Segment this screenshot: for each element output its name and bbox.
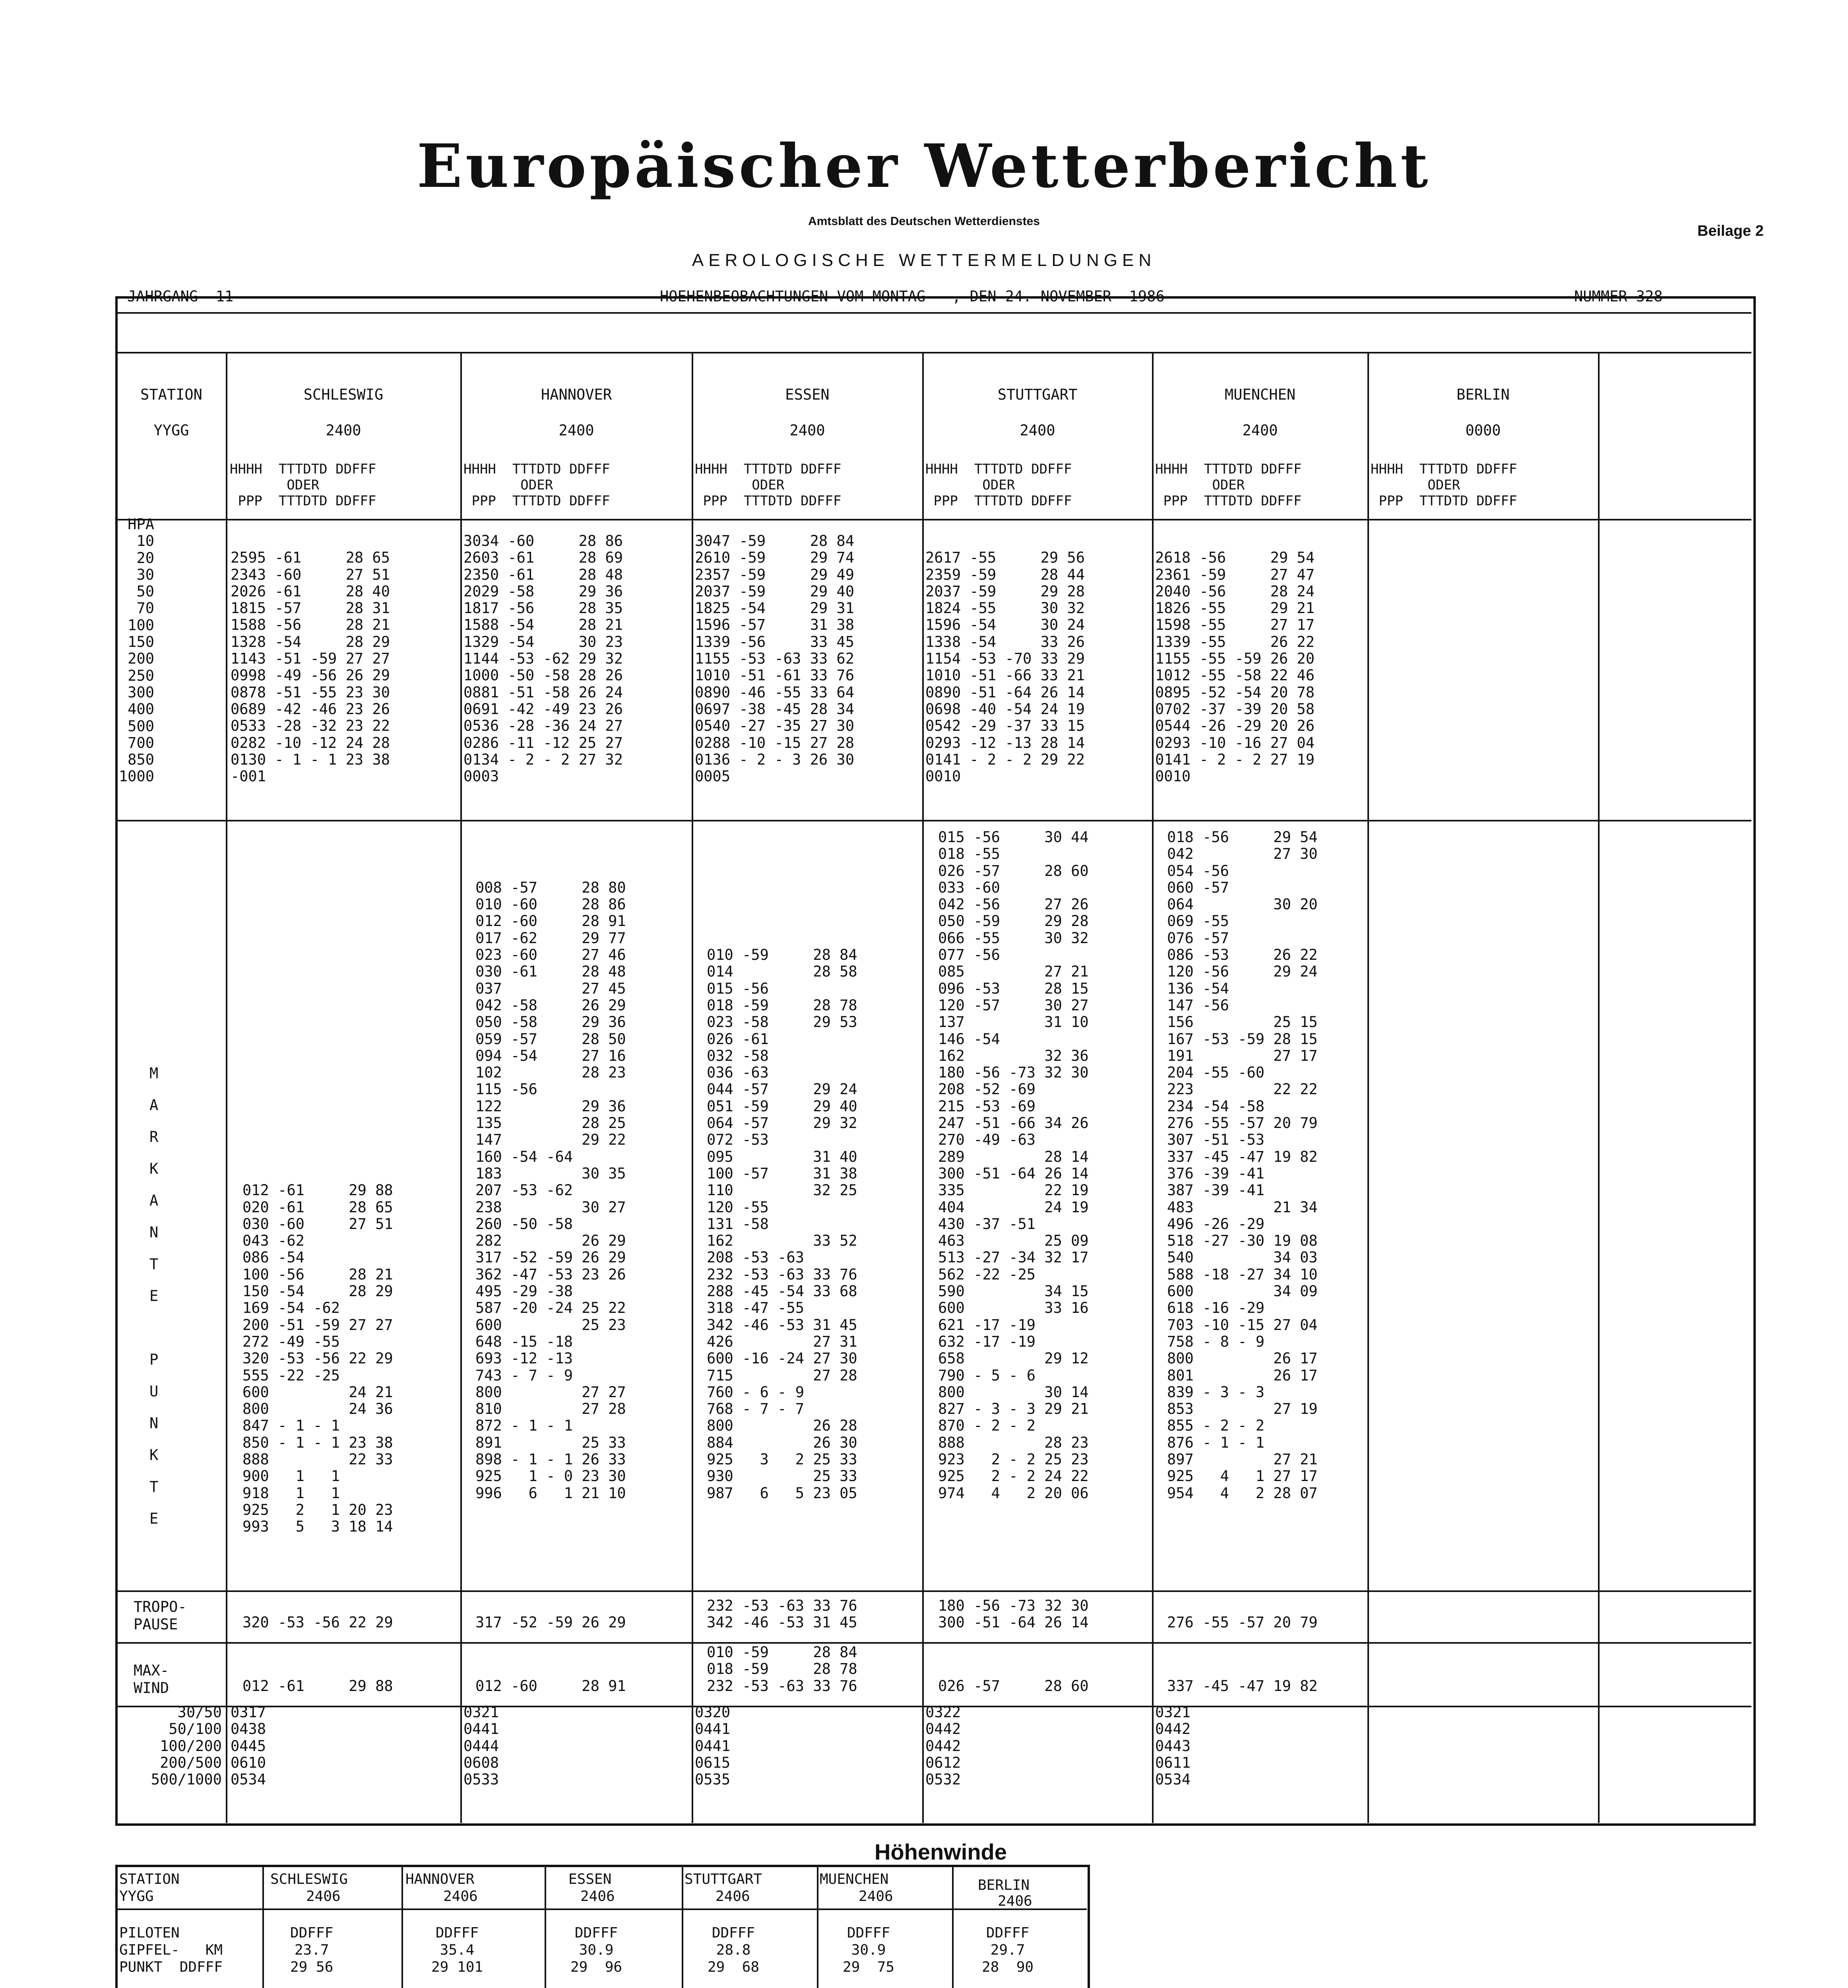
piloten-data: DDFFF 30.9 29 96 — [570, 1925, 622, 1975]
sig-point-data: 015 -56 30 44 018 -55 026 -57 28 60 033 -60 042 -56 27 26 050 -59 29 28 066 -55 30 32 077 -56 085 27 21 096 -53 28 15 120 -57 30 27 137 31 10 146 -54 162 32 36 180 -56 -73 32 30 208 -52 -69 215 -53 -69 247 -51 -66 34 26 270 -49 -63 289 28 14 300 -51 -64 26 14 335 22 19 404 24 19 430 -37 -51 463 25 09 513 -27 -34 32 17 562 -22 -25 590 34 15 600 33 16 621 -17 -19 632 -17 -19 658 29 12 790 - 5 - 6 800 30 14 827 - 3 - 3 29 21 870 - 2 - 2 888 28 23 923 2 - 2 25 23 925 2 - 2 24 22 974 4 2 20 06 — [938, 829, 1089, 1502]
shear-data: 0322 0442 0442 0612 0532 — [925, 1704, 961, 1788]
pressure-levels: HPA 10 20 30 50 70 100 150 200 250 300 400 500 700 850 1000 — [118, 516, 154, 785]
hw-station-time: 2406 — [306, 1888, 341, 1905]
observation-date: HOEHENBEOBACHTUNGEN VOM MONTAG , DEN 24. NOVEMBER 1986 — [660, 288, 1165, 305]
hoehenwinde-title: Höhenwinde — [875, 1839, 1007, 1864]
shear-data: 0321 0442 0443 0611 0534 — [1155, 1704, 1191, 1788]
supplement-label: Beilage 2 — [1697, 223, 1764, 239]
sig-point-data: 018 -56 29 54 042 27 30 054 -56 060 -57 064 30 20 069 -55 076 -57 086 -53 26 22 120 -56 29 24 136 -54 147 -56 156 25 15 167 -53 -59 28 15 191 27 17 204 -55 -60 223 22 22 234 -54 -58 276 -55 -57 20 79 307 -51 -53 337 -45 -47 19 82 376 -39 -41 387 -39 -41 483 21 34 496 -26 -29 518 -27 -30 19 08 540 34 03 588 -18 -27 34 10 600 34 09 618 -16 -29 703 -10 -15 27 04 758 - 8 - 9 800 26 17 801 26 17 839 - 3 - 3 853 27 19 855 - 2 - 2 876 - 1 - 1 897 27 21 925 4 1 27 17 954 4 2 28 07 — [1167, 829, 1318, 1502]
hw-station-time: 2406 — [580, 1888, 615, 1905]
yygg-label: YYGG — [153, 422, 189, 439]
section-heading: AEROLOGISCHE WETTERMELDUNGEN — [692, 250, 1156, 270]
piloten-data: DDFFF 28.8 29 68 — [708, 1925, 760, 1975]
shear-data: 0317 0438 0445 0610 0534 — [231, 1704, 266, 1788]
divider — [118, 312, 1751, 314]
divider — [118, 820, 1751, 821]
divider — [118, 519, 1751, 520]
std-level-data: 2618 -56 29 54 2361 -59 27 47 2040 -56 28 24 1826 -55 29 21 1598 -55 27 17 1339 -55 26 22 1155 -55 -59 26 20 1012 -55 -58 22 46 0895 -52 -54 20 78 0702 -37 -39 20 58 0544 -26 -29 20 26 0293 -10 -16 27 04 0141 - 2 - 2 27 19 0010 — [1155, 549, 1315, 785]
column-header: HHHH TTTDTD DDFFF ODER PPP TTTDTD DDFFF — [925, 461, 1072, 509]
hw-station-time: 2406 — [716, 1888, 750, 1905]
column-header: HHHH TTTDTD DDFFF ODER PPP TTTDTD DDFFF — [463, 461, 610, 509]
max-wind-data: 010 -59 28 84 018 -59 28 78 232 -53 -63 33 76 — [707, 1644, 857, 1695]
divider — [1152, 352, 1154, 1823]
issue-number: NUMMER 328 — [1574, 288, 1663, 305]
hw-station-time: 2406 — [859, 1888, 893, 1905]
tropopause-label: TROPO- PAUSE — [134, 1598, 187, 1633]
column-header: HHHH TTTDTD DDFFF ODER PPP TTTDTD DDFFF — [695, 461, 842, 509]
divider — [545, 1867, 546, 1988]
max-wind-data: 012 -61 29 88 — [242, 1677, 393, 1695]
hw-station-name: STUTTGART — [685, 1871, 762, 1887]
std-level-data: 2617 -55 29 56 2359 -59 28 44 2037 -59 29 28 1824 -55 30 32 1596 -54 30 24 1338 -54 33 26 1154 -53 -70 33 29 1010 -51 -66 33 21 0890 -51 -64 26 14 0698 -40 -54 24 19 0542 -29 -37 33 15 0293 -12 -13 28 14 0141 - 2 - 2 29 22 0010 — [925, 549, 1085, 785]
divider — [817, 1867, 818, 1988]
station-name: MUENCHEN — [1224, 386, 1296, 403]
divider — [460, 352, 462, 1823]
hw-station-name: SCHLESWIG — [270, 1871, 348, 1887]
piloten-label: PILOTEN GIPFEL- KM PUNKT DDFFF — [119, 1925, 223, 1975]
page-title: Europäischer Wetterbericht — [417, 131, 1431, 201]
sig-point-data: 012 -61 29 88 020 -61 28 65 030 -60 27 51 043 -62 086 -54 100 -56 28 21 150 -54 28 29 169 -54 -62 200 -51 -59 27 27 272 -49 -55 320 -53 -56 22 29 555 -22 -25 600 24 21 800 24 36 847 - 1 - 1 850 - 1 - 1 23 38 888 22 33 900 1 1 918 1 1 925 2 1 20 23 993 5 3 18 14 — [242, 1182, 393, 1536]
max-wind-data: 026 -57 28 60 — [938, 1677, 1089, 1695]
std-level-data: 3047 -59 28 84 2610 -59 29 74 2357 -59 29 49 2037 -59 29 40 1825 -54 29 31 1596 -57 31 38 1339 -56 33 45 1155 -53 -63 33 62 1010 -51 -61 33 76 0890 -46 -55 33 64 0697 -38 -45 28 34 0540 -27 -35 27 30 0288 -10 -15 27 28 0136 - 2 - 3 26 30 0005 — [695, 532, 854, 785]
sig-point-data: 008 -57 28 80 010 -60 28 86 012 -60 28 91 017 -62 29 77 023 -60 27 46 030 -61 28 48 037 27 45 042 -58 26 29 050 -58 29 36 059 -57 28 50 094 -54 27 16 102 28 23 115 -56 122 29 36 135 28 25 147 29 22 160 -54 -64 183 30 35 207 -53 -62 238 30 27 260 -50 -58 282 26 29 317 -52 -59 26 29 362 -47 -53 23 26 495 -29 -38 587 -20 -24 25 22 600 25 23 648 -15 -18 693 -12 -13 743 - 7 - 9 800 27 27 810 27 28 872 - 1 - 1 891 25 33 898 - 1 - 1 26 33 925 1 - 0 23 30 996 6 1 21 10 — [475, 879, 626, 1502]
tropopause-data: 320 -53 -56 22 29 — [242, 1614, 393, 1631]
hw-station-time: 2406 — [998, 1893, 1032, 1909]
divider — [118, 352, 1751, 353]
sig-point-data: 010 -59 28 84 014 28 58 015 -56 018 -59 28 78 023 -58 29 53 026 -61 032 -58 036 -63 044 -57 29 24 051 -59 29 40 064 -57 29 32 072 -53 095 31 40 100 -57 31 38 110 32 25 120 -55 131 -58 162 33 52 208 -53 -63 232 -53 -63 33 76 288 -45 -54 33 68 318 -47 -55 342 -46 -53 31 45 426 27 31 600 -16 -24 27 30 715 27 28 760 - 6 - 9 768 - 7 - 7 800 26 28 884 26 30 925 3 2 25 33 930 25 33 987 6 5 23 05 — [707, 946, 857, 1502]
station-name: HANNOVER — [541, 386, 612, 403]
max-wind-data: 337 -45 -47 19 82 — [1167, 1677, 1318, 1695]
divider — [118, 1642, 1751, 1644]
station-time: 2400 — [789, 422, 825, 439]
std-level-data: 2595 -61 28 65 2343 -60 27 51 2026 -61 28 40 1815 -57 28 31 1588 -56 28 21 1328 -54 28 29 1143 -51 -59 27 27 0998 -49 -56 26 29 0878 -51 -55 23 30 0689 -42 -46 23 26 0533 -28 -32 23 22 0282 -10 -12 24 28 0130 - 1 - 1 23 38 -001 — [231, 549, 390, 785]
divider — [118, 1908, 1087, 1910]
station-name: ESSEN — [785, 386, 830, 403]
station-label: STATION — [140, 386, 202, 403]
piloten-data: DDFFF 23.7 29 56 — [290, 1925, 334, 1975]
markante-punkte-label: M A R K A N T E P U N K T E — [149, 1065, 159, 1527]
hw-station-name: ESSEN — [568, 1871, 612, 1887]
station-name: BERLIN — [1456, 386, 1510, 403]
divider — [682, 1867, 683, 1988]
shear-data: 0321 0441 0444 0608 0533 — [463, 1704, 499, 1788]
station-time: 0000 — [1465, 422, 1501, 439]
page-subtitle: Amtsblatt des Deutschen Wetterdienstes — [808, 215, 1040, 228]
hw-station-label: STATION YYGG — [119, 1871, 180, 1905]
station-name: STUTTGART — [997, 386, 1078, 403]
divider — [262, 1867, 264, 1988]
divider — [1367, 352, 1369, 1823]
piloten-data: DDFFF 35.4 29 101 — [431, 1925, 483, 1975]
station-name: SCHLESWIG — [303, 386, 384, 403]
divider — [1598, 352, 1600, 1823]
piloten-data: DDFFF 29.7 28 90 — [982, 1925, 1034, 1975]
divider — [401, 1867, 403, 1988]
tropopause-data: 276 -55 -57 20 79 — [1167, 1614, 1318, 1631]
divider — [922, 352, 924, 1823]
hw-station-name: BERLIN — [978, 1877, 1030, 1893]
jahrgang-label: JAHRGANG 11 — [127, 288, 234, 305]
column-header: HHHH TTTDTD DDFFF ODER PPP TTTDTD DDFFF — [230, 461, 376, 509]
shear-data: 0320 0441 0441 0615 0535 — [695, 1704, 731, 1788]
hw-station-name: HANNOVER — [405, 1871, 475, 1887]
piloten-data: DDFFF 30.9 29 75 — [843, 1925, 895, 1975]
shear-layers: 30/50 50/100 100/200 200/500 500/1000 — [151, 1704, 222, 1788]
divider — [226, 352, 227, 1823]
max-wind-label: MAX- WIND — [134, 1662, 169, 1697]
column-header: HHHH TTTDTD DDFFF ODER PPP TTTDTD DDFFF — [1155, 461, 1302, 509]
divider — [952, 1867, 954, 1988]
station-time: 2400 — [558, 422, 594, 439]
divider — [118, 1590, 1751, 1592]
tropopause-data: 317 -52 -59 26 29 — [475, 1614, 626, 1631]
station-time: 2400 — [326, 422, 361, 439]
std-level-data: 3034 -60 28 86 2603 -61 28 69 2350 -61 28 48 2029 -58 29 36 1817 -56 28 35 1588 -54 28 21 1329 -54 30 23 1144 -53 -62 29 32 1000 -50 -58 28 26 0881 -51 -58 26 24 0691 -42 -49 23 26 0536 -28 -36 24 27 0286 -11 -12 25 27 0134 - 2 - 2 27 32 0003 — [463, 532, 623, 785]
hw-station-time: 2406 — [443, 1888, 478, 1905]
station-time: 2400 — [1242, 422, 1278, 439]
max-wind-data: 012 -60 28 91 — [475, 1677, 626, 1695]
divider — [692, 352, 693, 1823]
station-time: 2400 — [1020, 422, 1055, 439]
hw-station-name: MUENCHEN — [820, 1871, 889, 1887]
tropopause-data: 232 -53 -63 33 76 342 -46 -53 31 45 — [707, 1597, 857, 1631]
column-header: HHHH TTTDTD DDFFF ODER PPP TTTDTD DDFFF — [1371, 461, 1517, 509]
tropopause-data: 180 -56 -73 32 30 300 -51 -64 26 14 — [938, 1597, 1089, 1631]
